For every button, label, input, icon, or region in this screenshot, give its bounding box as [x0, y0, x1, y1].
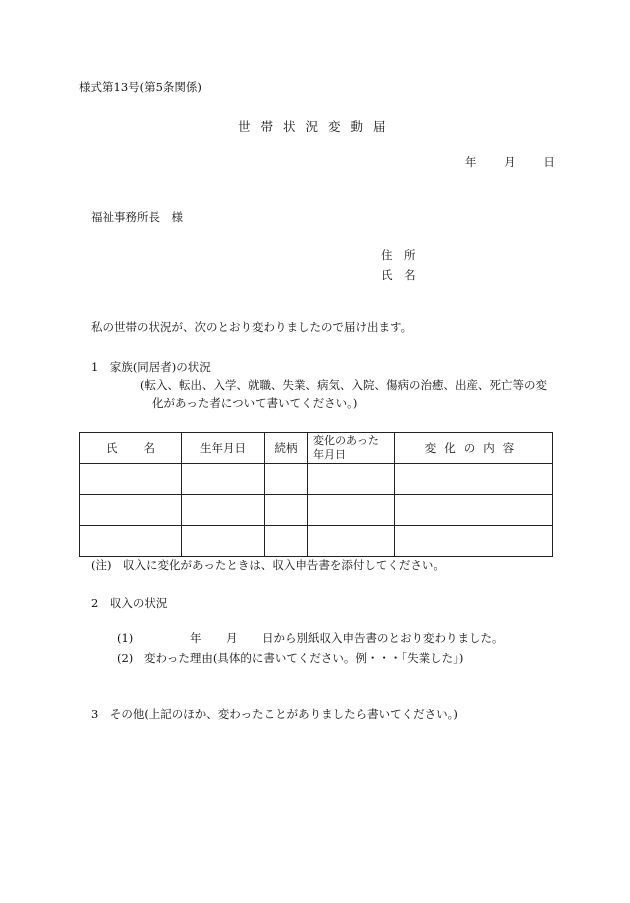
header-birthdate: 生年月日 [182, 433, 265, 464]
cell-name[interactable] [80, 464, 182, 495]
date-line [465, 157, 555, 169]
family-status-table [79, 432, 553, 557]
header-change-date: 変化のあった 年月日 [308, 433, 395, 464]
addressee: 福祉事務所長 様 [91, 210, 183, 224]
income-footnote: (注) 収入に変化があったときは、収入申告書を添付してください。 [91, 558, 445, 572]
income-item1-month-label: 月 [226, 631, 238, 645]
cell-relationship[interactable] [265, 526, 308, 557]
section1-note-line2: 化があった者について書いてください。) [152, 396, 358, 410]
form-number: 様式第13号(第5条関係) [79, 80, 202, 94]
cell-change-date[interactable] [308, 495, 395, 526]
income-item1-text: 日から別紙収入申告書のとおり変わりました。 [262, 631, 504, 645]
section1-heading: 1 家族(同居者)の状況 [91, 360, 211, 374]
document-title: 世帯状況変動届 [238, 119, 396, 134]
address-label: 住 所 [381, 248, 416, 262]
cell-change-date[interactable] [308, 526, 395, 557]
cell-birthdate[interactable] [182, 464, 265, 495]
date-month-label: 月 [504, 155, 516, 169]
date-day-label: 日 [543, 155, 555, 169]
section1-note-line1: (転入、転出、入学、就職、失業、病気、入院、傷病の治癒、出産、死亡等の変 [140, 378, 547, 392]
cell-birthdate[interactable] [182, 495, 265, 526]
cell-name[interactable] [80, 526, 182, 557]
income-item2-text: 変わった理由(具体的に書いてください。例・・・「失業した」) [144, 651, 464, 665]
header-name: 氏名 [80, 433, 182, 464]
cell-relationship[interactable] [265, 495, 308, 526]
section2-heading: 2 収入の状況 [91, 596, 168, 610]
cell-name[interactable] [80, 495, 182, 526]
cell-change-date[interactable] [308, 464, 395, 495]
cell-change-content[interactable] [395, 495, 553, 526]
table-row [80, 526, 553, 557]
cell-change-content[interactable] [395, 526, 553, 557]
name-label: 氏 名 [381, 268, 416, 282]
cell-birthdate[interactable] [182, 526, 265, 557]
cell-change-content[interactable] [395, 464, 553, 495]
table-row [80, 464, 553, 495]
intro-statement: 私の世帯の状況が、次のとおり変わりましたので届け出ます。 [91, 320, 413, 334]
header-change-content: 変化の内容 [395, 433, 553, 464]
header-relationship: 続柄 [265, 433, 308, 464]
income-item1-number: (1) [117, 631, 134, 645]
income-item2-number: (2) [117, 651, 134, 665]
cell-relationship[interactable] [265, 464, 308, 495]
date-year-label: 年 [465, 155, 477, 169]
section3-heading: 3 その他(上記のほか、変わったことがありましたら書いてください。) [91, 707, 458, 721]
income-item1-year-label: 年 [190, 631, 202, 645]
table-row [80, 495, 553, 526]
table-header-row [80, 433, 553, 464]
